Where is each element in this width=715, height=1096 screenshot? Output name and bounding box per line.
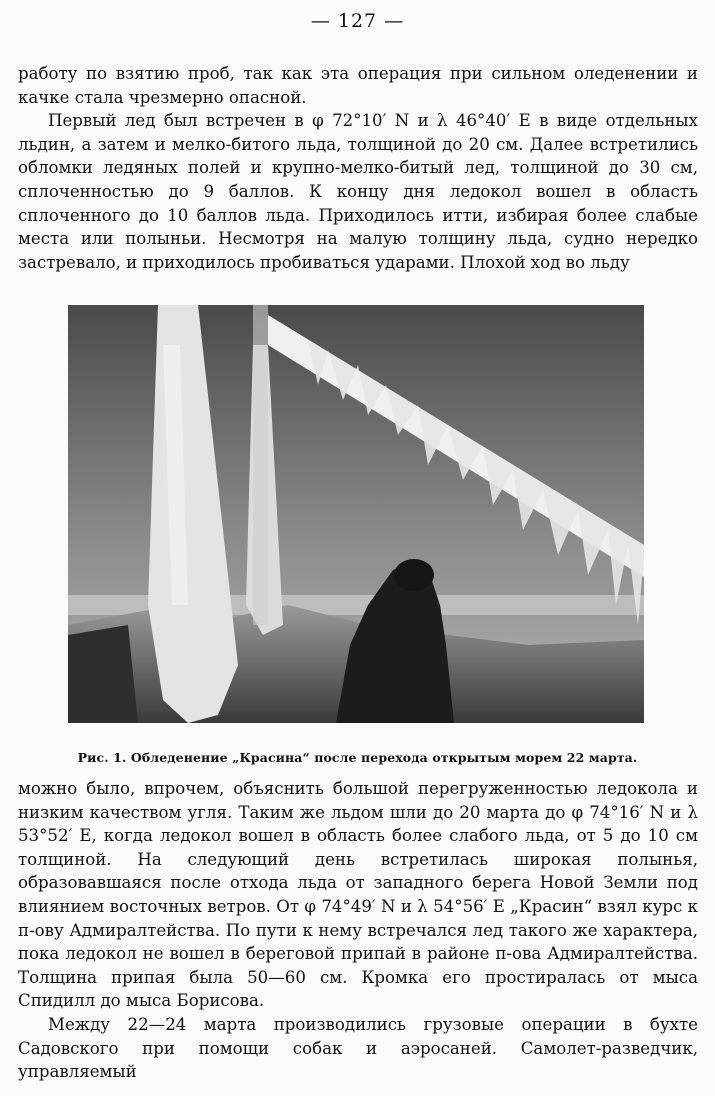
page-number: — 127 — bbox=[310, 10, 405, 32]
text-block-bottom bbox=[18, 777, 698, 1084]
photo-illustration bbox=[68, 305, 644, 723]
figure-caption: Рис. 1. Обледенение „Красина“ после перехода открытым морем 22 марта. bbox=[77, 750, 638, 765]
paragraph: работу по взятию проб, так как эта операция при сильном оледенении и качке стала чрезмерно опасной. bbox=[18, 64, 698, 107]
paragraph: можно было, впрочем, объяснить большой перегруженностью ледокола и низким качеством угля. Таким же льдом шли до 20 марта до φ 74°16′ N и λ 53°52′ E, когда ледокол вошел в область более слабого льда, от 5 до 10 см толщиной. На следующий день встретилась широкая полынья, образовавшаяся после отхода льда от западного берега Новой Земли под влиянием восточных ветров. От φ 74°49′ N и λ 54°56′ E „Красин“ взял курс к п-ову Адмиралтейства. По пути к нему встречался лед такого же характера, пока ледокол не вошел в береговой припай в районе п-ова Адмиралтейства. Толщина припая была 50—60 см. Кромка его простиралась от мыса Спидилл до мыса Борисова. bbox=[18, 779, 698, 1011]
paragraph: Первый лед был встречен в φ 72°10′ N и λ 46°40′ E в виде отдельных льдин, а затем и мелко-битого льда, толщиной до 20 см. Далее встретились обломки ледяных полей и крупно-мелко-битый лед, толщиной до 30 см, сплоченностью до 9 баллов. К концу дня ледокол вошел в область сплоченного до 10 баллов льда. Приходилось итти, избирая более слабые места или полыньи. Несмотря на малую толщину льда, судно нередко застревало, и приходилось пробиваться ударами. Плохой ход во льду bbox=[18, 111, 698, 272]
paragraph: Между 22—24 марта производились грузовые операции в бухте Садовского при помощи собак и аэросаней. Самолет-разведчик, управляемый bbox=[18, 1014, 698, 1082]
text-block-top bbox=[18, 62, 698, 274]
photo-iced-ship bbox=[68, 305, 644, 723]
